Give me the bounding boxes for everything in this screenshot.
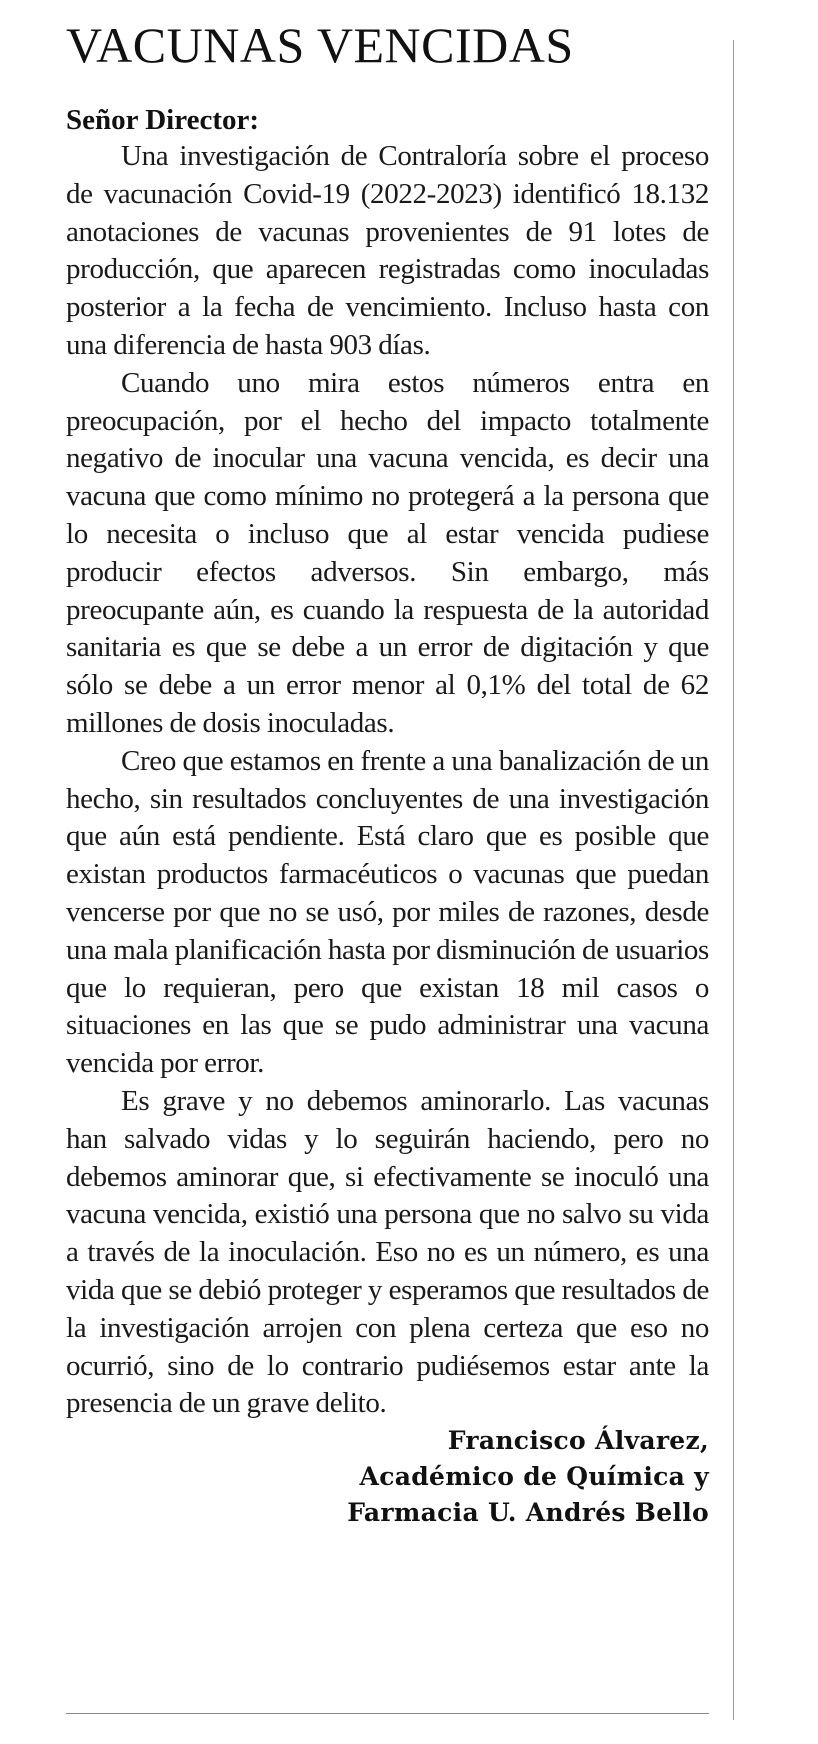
letter-body [66,138,709,1423]
salutation: Señor Director: [66,104,260,136]
paragraph-2: Cuando uno mira estos números entra en preocupación, por el hecho del impacto totalmente negativo de inocular una vacuna vencida, es decir una vacuna que como mínimo no protegerá a la persona que lo necesita o incluso que al estar vencida pudiese producir efectos adversos. Sin embargo, más preocupante aún, es cuando la respuesta de la autoridad sanitaria es que se debe a un error de digitación y que sólo se debe a un error menor al 0,1% del total de 62 millones de dosis inoculadas. [66,366,709,739]
signature-block [66,1423,709,1531]
signature-institution: Farmacia U. Andrés Bello [347,1498,709,1528]
letter-article [66,12,709,1531]
bottom-divider-line [66,1713,709,1714]
paragraph-3: Creo que estamos en frente a una banalización de un hecho, sin resultados concluyentes de una investigación que aún está pendiente. Está claro que es posible que existan productos farmacéuticos o vacunas que puedan vencerse por que no se usó, por miles de razones, desde una mala planificación hasta por disminución de usuarios que lo requieran, pero que existan 18 mil casos o situaciones en las que se pudo administrar una vacuna vencida por error. [66,744,709,1080]
paragraph-4: Es grave y no debemos aminorarlo. Las vacunas han salvado vidas y lo seguirán haciendo, pero no debemos aminorar que, si efectivamente se inoculó una vacuna vencida, existió una persona que no salvo su vida a través de la inoculación. Eso no es un número, es una vida que se debió proteger y esperamos que resultados de la investigación arrojen con plena certeza que eso no ocurrió, sino de lo contrario pudiésemos estar ante la presencia de un grave delito. [66,1084,709,1420]
headline: VACUNAS VENCIDAS [66,17,574,73]
paragraph-1: Una investigación de Contraloría sobre el proceso de vacunación Covid-19 (2022-2023) identificó 18.132 anotaciones de vacunas provenientes de 91 lotes de producción, que aparecen registradas como inoculadas posterior a la fecha de vencimiento. Incluso hasta con una diferencia de hasta 903 días. [66,140,709,361]
column-divider-line [733,40,734,1720]
signature-role: Académico de Química y [359,1462,709,1492]
signature-name: Francisco Álvarez, [447,1426,709,1456]
